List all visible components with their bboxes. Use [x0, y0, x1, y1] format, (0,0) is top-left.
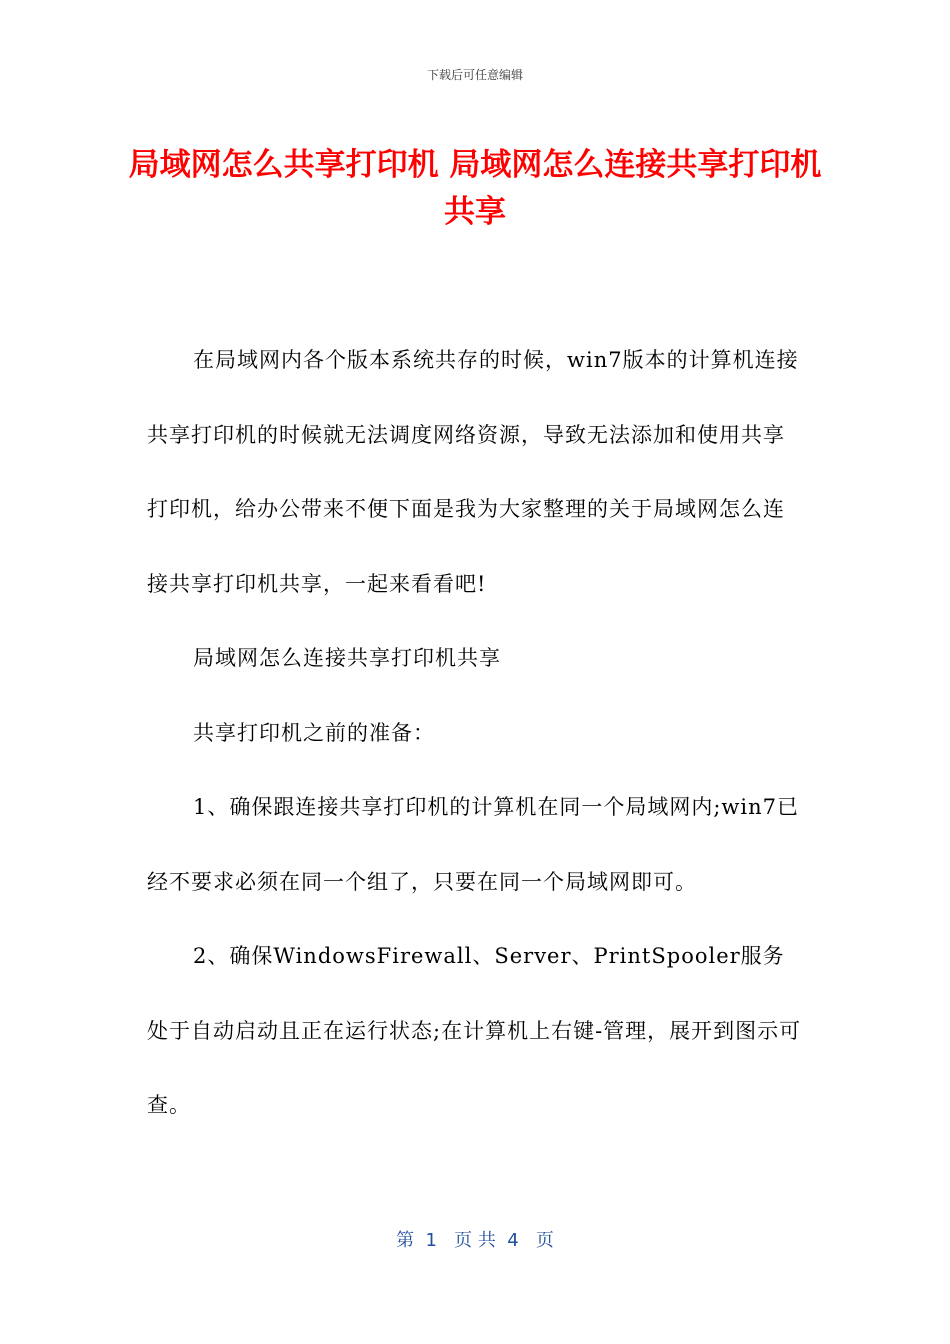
paragraph-intro: 在局域网内各个版本系统共存的时候，win7版本的计算机连接共享打印机的时候就无法调度网络资源，导致无法添加和使用共享打印机，给办公带来不便下面是我为大家整理的关于局域网怎么连接共享打印机共享，一起来看看吧!	[147, 348, 799, 596]
page-footer: 第 1 页 共 4 页	[396, 1230, 554, 1251]
document-body	[147, 323, 803, 1143]
document-title: 局域网怎么共享打印机 局域网怎么连接共享打印机共享	[128, 147, 822, 230]
paragraph-subheading: 局域网怎么连接共享打印机共享	[193, 646, 501, 670]
paragraph-step-1: 1、确保跟连接共享打印机的计算机在同一个局域网内;win7已经不要求必须在同一个组了，只要在同一个局域网即可。	[147, 795, 800, 894]
header-note: 下载后可任意编辑	[426, 68, 523, 82]
paragraph-preparation: 共享打印机之前的准备：	[193, 720, 435, 745]
paragraph-step-2: 2、确保WindowsFirewall、Server、PrintSpooler服务处于自动启动且正在运行状态;在计算机上右键-管理，展开到图示可查。	[147, 944, 802, 1117]
